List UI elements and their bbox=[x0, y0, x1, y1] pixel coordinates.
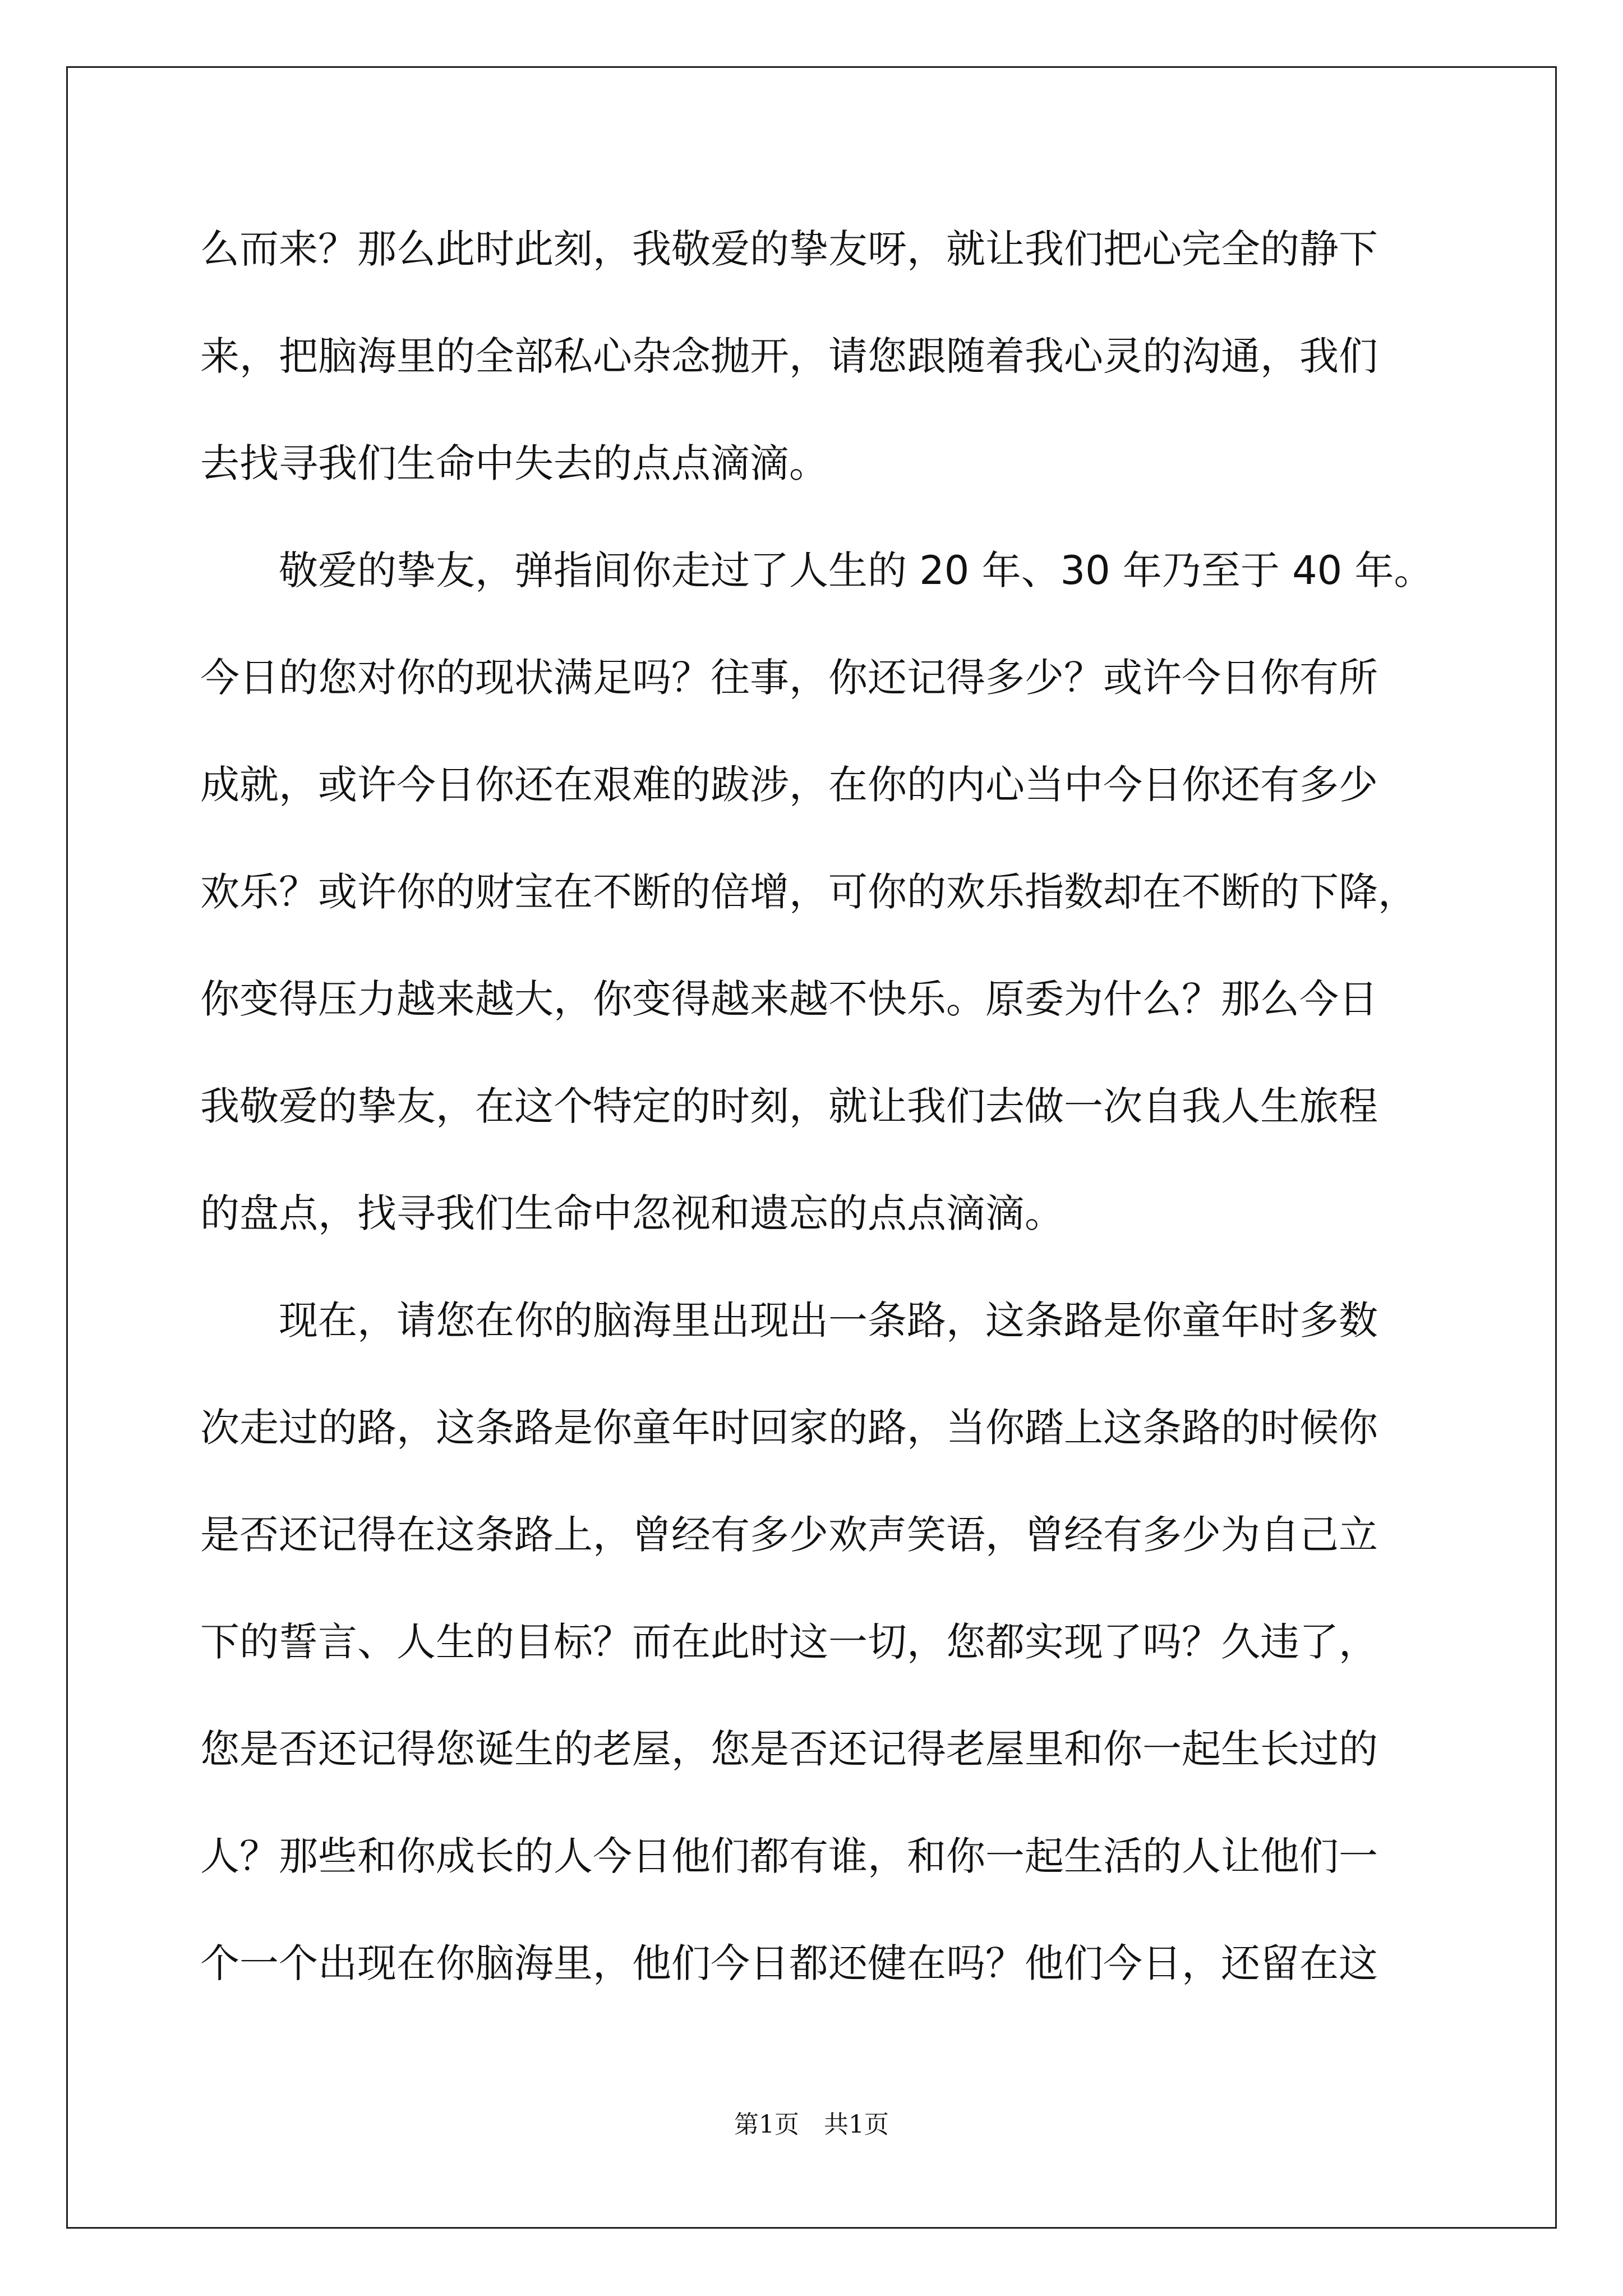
text-line: 个一个出现在你脑海里，他们今日都还健在吗？他们今日，还留在这 bbox=[200, 1940, 1378, 1986]
text-line: 人？那些和你成长的人今日他们都有谁，和你一起生活的人让他们一 bbox=[200, 1833, 1378, 1879]
text-line: 今日的您对你的现状满足吗？往事，你还记得多少？或许今日你有所 bbox=[200, 655, 1378, 701]
text-line: 是否还记得在这条路上，曾经有多少欢声笑语，曾经有多少为自己立 bbox=[200, 1512, 1378, 1558]
text-line: 去找寻我们生命中失去的点点滴滴。 bbox=[200, 440, 828, 486]
text-line: 的盘点，找寻我们生命中忽视和遗忘的点点滴滴。 bbox=[200, 1190, 1064, 1236]
page-footer: 第1页 共1页 bbox=[734, 2110, 889, 2139]
text-line: 次走过的路，这条路是你童年时回家的路，当你踏上这条路的时候你 bbox=[200, 1405, 1378, 1451]
text-line: 现在，请您在你的脑海里出现出一条路，这条路是你童年时多数 bbox=[200, 1297, 1378, 1343]
text-line: 成就，或许今日你还在艰难的跋涉，在你的内心当中今日你还有多少 bbox=[200, 762, 1378, 808]
text-line: 您是否还记得您诞生的老屋，您是否还记得老屋里和你一起生长过的 bbox=[200, 1726, 1378, 1772]
text-line: 下的誓言、人生的目标？而在此时这一切，您都实现了吗？久违了， bbox=[200, 1619, 1378, 1665]
text-line: 我敬爱的挚友，在这个特定的时刻，就让我们去做一次自我人生旅程 bbox=[200, 1083, 1378, 1129]
text-line: 欢乐？或许你的财宝在不断的倍增，可你的欢乐指数却在不断的下降， bbox=[200, 869, 1417, 915]
text-line: 你变得压力越来越大，你变得越来越不快乐。原委为什么？那么今日 bbox=[200, 976, 1378, 1022]
text-line: 敬爱的挚友，弹指间你走过了人生的 20 年、30 年乃至于 40 年。 bbox=[200, 547, 1433, 593]
text-line: 来，把脑海里的全部私心杂念抛开，请您跟随着我心灵的沟通，我们 bbox=[200, 333, 1378, 379]
text-line: 么而来？那么此时此刻，我敬爱的挚友呀，就让我们把心完全的静下 bbox=[200, 226, 1378, 272]
